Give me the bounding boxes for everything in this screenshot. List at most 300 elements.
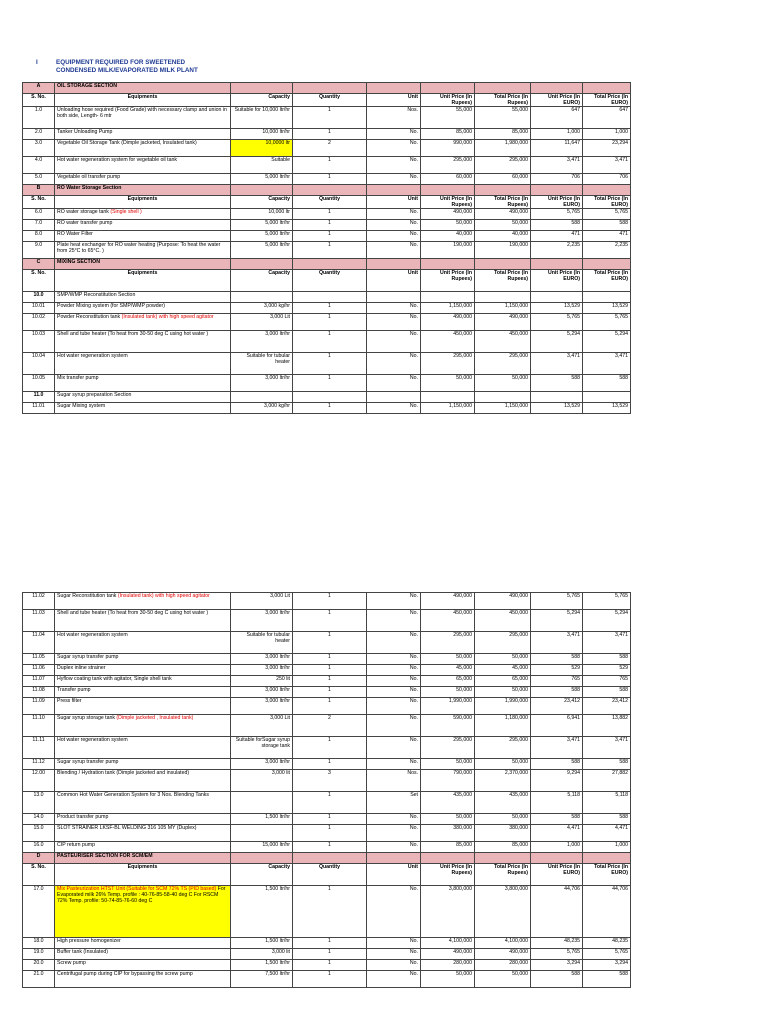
item-capacity: 3,000 ltr/hr: [231, 610, 293, 632]
item-unit-price-euro: 588: [531, 654, 583, 665]
item-unit-price-euro: 5,765: [531, 314, 583, 331]
table-row: [23, 107, 631, 129]
table-row: [23, 770, 631, 792]
col-header-unit-price-rupees: Unit Price (In Rupees): [421, 864, 475, 886]
item-equipment: [55, 814, 231, 825]
table-row: [23, 676, 631, 687]
item-equipment: [55, 157, 231, 174]
item-total-price-rupees: 295,000: [475, 157, 531, 174]
item-unit-price-euro: 765: [531, 676, 583, 687]
subsection-row: [23, 392, 631, 403]
item-equipment: [55, 140, 231, 157]
item-quantity: 1: [293, 825, 367, 842]
item-total-price-euro: 5,765: [583, 209, 631, 220]
item-total-price-euro: 706: [583, 174, 631, 185]
section-blank-cell: [367, 185, 421, 196]
item-total-price-rupees: 40,000: [475, 231, 531, 242]
item-unit-price-rupees: 1,150,000: [421, 403, 475, 414]
item-unit-price-euro: 44,706: [531, 886, 583, 938]
col-header-unit-price-rupees: Unit Price (In Rupees): [421, 94, 475, 107]
equipment-text: RO Water Filter: [57, 231, 93, 237]
item-total-price-euro: 27,882: [583, 770, 631, 792]
equipment-text: Plate heat exchanger for RO water heating (Purpose: To heat the water from 25°C to 65°C. ): [57, 242, 221, 254]
item-total-price-euro: 3,294: [583, 960, 631, 971]
equipment-note-red: (Insulated tank) with high speed agitator: [121, 314, 214, 320]
item-number: 6.0: [23, 209, 55, 220]
item-unit-price-rupees: 1,990,000: [421, 698, 475, 715]
item-capacity: 3,000 ltr/hr: [231, 375, 293, 392]
item-quantity: 1: [293, 242, 367, 259]
item-total-price-rupees: 50,000: [475, 814, 531, 825]
subsection-blank-cell: [293, 292, 367, 303]
equipment-text: Powder Mixing system (for SMP/WMP powder): [57, 303, 166, 309]
item-total-price-rupees: 85,000: [475, 129, 531, 140]
subsection-blank-cell: [531, 392, 583, 403]
item-unit-price-euro: 588: [531, 687, 583, 698]
item-total-price-euro: 588: [583, 654, 631, 665]
item-unit-price-rupees: 490,000: [421, 593, 475, 610]
item-total-price-euro: 529: [583, 665, 631, 676]
equipment-text: High pressure homogenizer: [57, 938, 121, 944]
item-quantity: 1: [293, 593, 367, 610]
item-quantity: 1: [293, 960, 367, 971]
item-unit-price-euro: 588: [531, 375, 583, 392]
item-equipment: [55, 220, 231, 231]
item-total-price-rupees: 1,180,000: [475, 715, 531, 737]
col-header-unit: Unit: [367, 864, 421, 886]
col-header-equipments: Equipments: [55, 94, 231, 107]
item-total-price-euro: 3,471: [583, 737, 631, 759]
equipment-text: Blending / Hydration tank (Dimple jacketed and insulated): [57, 770, 190, 776]
section-blank-cell: [583, 185, 631, 196]
item-quantity: 2: [293, 140, 367, 157]
item-total-price-euro: 44,706: [583, 886, 631, 938]
item-number: 3.0: [23, 140, 55, 157]
table-row: [23, 971, 631, 988]
section-blank-cell: [583, 83, 631, 94]
item-unit: No.: [367, 231, 421, 242]
item-total-price-euro: 5,294: [583, 331, 631, 353]
subsection-blank-cell: [293, 392, 367, 403]
item-capacity: 5,000 ltr/hr: [231, 242, 293, 259]
item-total-price-euro: 5,765: [583, 593, 631, 610]
table-row: [23, 174, 631, 185]
item-quantity: 1: [293, 949, 367, 960]
col-header-unit: Unit: [367, 270, 421, 292]
item-unit-price-rupees: 435,000: [421, 792, 475, 814]
col-header-total-price-euro: Total Price (In EURO): [583, 864, 631, 886]
item-total-price-rupees: 190,000: [475, 242, 531, 259]
equipment-note-red: Mix Pasteurization HTST Unit (Suitable for SCM 72% TS (PID based): [57, 886, 217, 892]
subsection-blank-cell: [421, 292, 475, 303]
item-unit: No.: [367, 759, 421, 770]
item-total-price-euro: 471: [583, 231, 631, 242]
item-unit: No.: [367, 632, 421, 654]
item-unit: No.: [367, 129, 421, 140]
col-header-unit: Unit: [367, 196, 421, 209]
item-total-price-rupees: 85,000: [475, 842, 531, 853]
col-header-unit-price-rupees: Unit Price (In Rupees): [421, 196, 475, 209]
subsection-blank-cell: [583, 292, 631, 303]
item-unit-price-rupees: 450,000: [421, 331, 475, 353]
equipment-text: Centrifugal pump during CIP for bypassing the screw pump: [57, 971, 193, 977]
equipment-text: Unloading hose required (Food Grade) with necessary clamp and union in both side, Length- 6 mtr: [57, 107, 227, 119]
item-unit-price-euro: 1,000: [531, 129, 583, 140]
item-unit-price-rupees: 50,000: [421, 814, 475, 825]
item-unit-price-euro: 3,471: [531, 157, 583, 174]
item-unit-price-rupees: 295,000: [421, 157, 475, 174]
section-blank-cell: [293, 83, 367, 94]
item-unit: No.: [367, 886, 421, 938]
item-capacity: 3,000 ltr/hr: [231, 687, 293, 698]
item-unit: Nos.: [367, 770, 421, 792]
col-header-total-price-rupees: Total Price (In Rupees): [475, 94, 531, 107]
item-total-price-euro: 5,294: [583, 610, 631, 632]
item-equipment: [55, 665, 231, 676]
item-quantity: 1: [293, 610, 367, 632]
subsection-blank-cell: [231, 392, 293, 403]
item-unit-price-euro: 48,235: [531, 938, 583, 949]
item-number: 11.03: [23, 610, 55, 632]
equipment-text: Powder Reconstitution tank: [57, 314, 121, 320]
item-quantity: 1: [293, 107, 367, 129]
item-unit-price-rupees: 50,000: [421, 687, 475, 698]
item-unit: No.: [367, 687, 421, 698]
item-quantity: 1: [293, 375, 367, 392]
item-quantity: 1: [293, 129, 367, 140]
subsection-blank-cell: [421, 392, 475, 403]
item-total-price-rupees: 60,000: [475, 174, 531, 185]
item-equipment: [55, 314, 231, 331]
col-header-quantity: Quantity: [293, 864, 367, 886]
item-unit: No.: [367, 157, 421, 174]
col-header-sno: S. No.: [23, 270, 55, 292]
equipment-table-part-1: [22, 82, 631, 414]
item-unit: No.: [367, 331, 421, 353]
item-number: 10.02: [23, 314, 55, 331]
item-quantity: 1: [293, 632, 367, 654]
item-unit-price-rupees: 50,000: [421, 654, 475, 665]
equipment-text: SLOT STRAINER LKSF-BL WELDING 316 105 MY (Duplex): [57, 825, 197, 831]
item-number: 10.01: [23, 303, 55, 314]
table-row: [23, 593, 631, 610]
item-unit-price-euro: 5,765: [531, 593, 583, 610]
item-unit: No.: [367, 209, 421, 220]
section-blank-cell: [367, 83, 421, 94]
item-total-price-euro: 588: [583, 687, 631, 698]
item-unit-price-rupees: 50,000: [421, 971, 475, 988]
item-capacity: 10,000 ltr/hr: [231, 129, 293, 140]
item-equipment: [55, 960, 231, 971]
table-row: [23, 303, 631, 314]
item-number: 5.0: [23, 174, 55, 185]
equipment-text: Sugar syrup storage tank: [57, 715, 115, 721]
item-total-price-rupees: 490,000: [475, 314, 531, 331]
equipment-text: Sugar syrup transfer pump: [57, 759, 119, 765]
table-row: [23, 403, 631, 414]
column-header-row: [23, 864, 631, 886]
item-total-price-rupees: 490,000: [475, 949, 531, 960]
subsection-blank-cell: [231, 292, 293, 303]
item-equipment: [55, 938, 231, 949]
item-unit-price-euro: 6,941: [531, 715, 583, 737]
equipment-text: Vegetable oil transfer pump: [57, 174, 121, 180]
item-unit: No.: [367, 220, 421, 231]
table-row: [23, 157, 631, 174]
table-row: [23, 140, 631, 157]
item-number: 8.0: [23, 231, 55, 242]
item-total-price-euro: 23,412: [583, 698, 631, 715]
col-header-unit-price-euro: Unit Price (In EURO): [531, 94, 583, 107]
item-capacity: 3,000 ltr/hr: [231, 759, 293, 770]
table-row: [23, 375, 631, 392]
item-capacity: 10,000 ltr: [231, 209, 293, 220]
item-unit-price-rupees: 790,000: [421, 770, 475, 792]
item-equipment: [55, 403, 231, 414]
item-total-price-euro: 3,471: [583, 353, 631, 375]
item-total-price-rupees: 435,000: [475, 792, 531, 814]
item-number: 11.07: [23, 676, 55, 687]
equipment-text: Hot water regeneration system: [57, 737, 128, 743]
item-total-price-rupees: 1,990,000: [475, 698, 531, 715]
item-quantity: 1: [293, 842, 367, 853]
item-unit: Nos.: [367, 107, 421, 129]
item-total-price-euro: 48,235: [583, 938, 631, 949]
item-unit: No.: [367, 174, 421, 185]
item-unit-price-euro: 588: [531, 814, 583, 825]
item-capacity: 15,000 ltr/hr: [231, 842, 293, 853]
section-blank-cell: [475, 853, 531, 864]
equipment-text: Hot water regeneration system: [57, 632, 128, 638]
section-blank-cell: [531, 83, 583, 94]
item-unit-price-rupees: 190,000: [421, 242, 475, 259]
item-total-price-rupees: 280,000: [475, 960, 531, 971]
col-header-equipments: Equipments: [55, 864, 231, 886]
item-total-price-rupees: 2,370,000: [475, 770, 531, 792]
table-row: [23, 353, 631, 375]
col-header-equipments: Equipments: [55, 270, 231, 292]
item-capacity: 1,500 ltr/hr: [231, 938, 293, 949]
item-capacity: 250 lit: [231, 676, 293, 687]
table-row: [23, 220, 631, 231]
item-capacity: Suitable for tubular heater: [231, 632, 293, 654]
item-total-price-rupees: 4,100,000: [475, 938, 531, 949]
section-blank-cell: [583, 853, 631, 864]
item-capacity: 3,000 ltr/hr: [231, 665, 293, 676]
item-capacity: 3,000 lit: [231, 770, 293, 792]
item-unit-price-rupees: 55,000: [421, 107, 475, 129]
item-unit-price-euro: 5,118: [531, 792, 583, 814]
item-capacity: Suitable forSugar syrup storage tank: [231, 737, 293, 759]
item-unit: No.: [367, 654, 421, 665]
item-capacity: 7,500 ltr/hr: [231, 971, 293, 988]
equipment-note-red: (Insulated tank) with high speed agitator: [117, 593, 210, 599]
item-total-price-euro: 765: [583, 676, 631, 687]
item-unit-price-euro: 3,471: [531, 353, 583, 375]
equipment-text: Hyflow coating tank with agitator, Single shell tank: [57, 676, 172, 682]
item-quantity: 1: [293, 971, 367, 988]
item-unit-price-rupees: 490,000: [421, 949, 475, 960]
table-row: [23, 886, 631, 938]
item-unit-price-rupees: 50,000: [421, 759, 475, 770]
item-total-price-rupees: 50,000: [475, 687, 531, 698]
item-total-price-euro: 588: [583, 220, 631, 231]
equipment-text: For Evaporated milk 26% Temp. profile : 40-76-85-58-40 deg C For RSCM 72% Temp. profile: 50-74-85-76-60 deg C: [57, 886, 226, 904]
item-number: 10.04: [23, 353, 55, 375]
equipment-text: Screw pump: [57, 960, 86, 966]
table-row: [23, 654, 631, 665]
subsection-title: SMP/WMP Reconstitution Section: [55, 292, 231, 303]
equipment-note-red: (Single shell ): [110, 209, 142, 215]
table-row: [23, 715, 631, 737]
item-unit-price-rupees: 590,000: [421, 715, 475, 737]
item-total-price-rupees: 1,150,000: [475, 303, 531, 314]
item-number: 11.04: [23, 632, 55, 654]
item-unit-price-rupees: 295,000: [421, 632, 475, 654]
item-quantity: 1: [293, 209, 367, 220]
column-header-row: [23, 196, 631, 209]
item-total-price-rupees: 1,980,000: [475, 140, 531, 157]
item-total-price-rupees: 490,000: [475, 593, 531, 610]
item-unit-price-euro: 529: [531, 665, 583, 676]
col-header-unit: Unit: [367, 94, 421, 107]
item-unit-price-rupees: 490,000: [421, 209, 475, 220]
item-total-price-rupees: 450,000: [475, 331, 531, 353]
item-number: 2.0: [23, 129, 55, 140]
item-number: 20.0: [23, 960, 55, 971]
item-quantity: 1: [293, 331, 367, 353]
item-total-price-rupees: 295,000: [475, 632, 531, 654]
item-number: 19.0: [23, 949, 55, 960]
item-quantity: 1: [293, 814, 367, 825]
item-number: 11.01: [23, 403, 55, 414]
col-header-quantity: Quantity: [293, 94, 367, 107]
item-capacity: 1,500 ltr/hr: [231, 886, 293, 938]
equipment-text: Product transfer pump: [57, 814, 109, 820]
item-unit-price-rupees: 65,000: [421, 676, 475, 687]
item-equipment: [55, 737, 231, 759]
section-header-row: [23, 853, 631, 864]
col-header-total-price-rupees: Total Price (In Rupees): [475, 270, 531, 292]
item-total-price-euro: 5,765: [583, 949, 631, 960]
item-unit-price-rupees: 50,000: [421, 220, 475, 231]
section-header-row: [23, 259, 631, 270]
item-quantity: 1: [293, 654, 367, 665]
title-line-2: CONDENSED MILK/EVAPORATED MILK PLANT: [56, 67, 198, 74]
item-equipment: [55, 107, 231, 129]
equipment-text: RO water storage tank: [57, 209, 109, 215]
equipment-text: Press filter: [57, 698, 82, 704]
item-quantity: 1: [293, 665, 367, 676]
col-header-total-price-euro: Total Price (In EURO): [583, 94, 631, 107]
item-capacity: 5,000 ltr/hr: [231, 174, 293, 185]
subsection-blank-cell: [475, 392, 531, 403]
item-number: 10.05: [23, 375, 55, 392]
section-blank-cell: [421, 853, 475, 864]
column-header-row: [23, 270, 631, 292]
item-total-price-rupees: 1,150,000: [475, 403, 531, 414]
item-total-price-rupees: 295,000: [475, 353, 531, 375]
equipment-note-red: (Dimple jacketed , Insulated tank): [116, 715, 194, 721]
item-number: 21.0: [23, 971, 55, 988]
item-equipment: [55, 242, 231, 259]
item-unit: No.: [367, 715, 421, 737]
item-number: 13.0: [23, 792, 55, 814]
section-blank-cell: [293, 853, 367, 864]
item-unit: No.: [367, 665, 421, 676]
section-blank-cell: [475, 83, 531, 94]
equipment-table-part-2: [22, 592, 631, 988]
equipment-text: Vegetable Oil Storage Tank (Dimple jacketed, Insulated tank): [57, 140, 197, 146]
section-blank-cell: [231, 259, 293, 270]
item-number: 7.0: [23, 220, 55, 231]
col-header-quantity: Quantity: [293, 270, 367, 292]
item-quantity: 1: [293, 938, 367, 949]
item-unit-price-rupees: 1,150,000: [421, 303, 475, 314]
section-blank-cell: [531, 853, 583, 864]
item-number: 11.02: [23, 593, 55, 610]
item-unit-price-rupees: 40,000: [421, 231, 475, 242]
item-equipment: [55, 331, 231, 353]
table-row: [23, 814, 631, 825]
item-capacity: 10,0000 ltr: [231, 140, 293, 157]
col-header-sno: S. No.: [23, 864, 55, 886]
section-blank-cell: [231, 185, 293, 196]
item-capacity: 3,000 lit: [231, 949, 293, 960]
item-unit: Set: [367, 792, 421, 814]
item-total-price-euro: 1,000: [583, 842, 631, 853]
item-unit-price-euro: 2,235: [531, 242, 583, 259]
col-header-capacity: Capacity: [231, 270, 293, 292]
section-title: OIL STORAGE SECTION: [55, 83, 231, 94]
equipment-text: Mix transfer pump: [57, 375, 99, 381]
item-unit-price-rupees: 280,000: [421, 960, 475, 971]
item-capacity: Suitable for 10,000 ltr/hr: [231, 107, 293, 129]
item-unit-price-rupees: 85,000: [421, 129, 475, 140]
item-total-price-rupees: 295,000: [475, 737, 531, 759]
subsection-blank-cell: [367, 392, 421, 403]
item-unit-price-euro: 588: [531, 759, 583, 770]
col-header-total-price-rupees: Total Price (In Rupees): [475, 864, 531, 886]
item-number: 1.0: [23, 107, 55, 129]
item-equipment: [55, 593, 231, 610]
table-row: [23, 842, 631, 853]
col-header-equipments: Equipments: [55, 196, 231, 209]
item-total-price-euro: 588: [583, 759, 631, 770]
equipment-text: Common Hot Water Generation System for 3 Nos. Blending Tanks: [57, 792, 209, 798]
item-total-price-rupees: 450,000: [475, 610, 531, 632]
section-blank-cell: [293, 185, 367, 196]
table-row: [23, 209, 631, 220]
item-quantity: 2: [293, 715, 367, 737]
section-blank-cell: [367, 853, 421, 864]
col-header-sno: S. No.: [23, 94, 55, 107]
item-capacity: 3,000 Lit: [231, 715, 293, 737]
item-unit-price-euro: 11,647: [531, 140, 583, 157]
item-quantity: 3: [293, 770, 367, 792]
subsection-blank-cell: [367, 292, 421, 303]
item-unit-price-rupees: 4,100,000: [421, 938, 475, 949]
item-capacity: 5,000 ltr/hr: [231, 231, 293, 242]
item-equipment: [55, 353, 231, 375]
item-equipment: [55, 654, 231, 665]
item-unit: No.: [367, 814, 421, 825]
item-unit: No.: [367, 971, 421, 988]
item-quantity: 1: [293, 886, 367, 938]
section-blank-cell: [421, 259, 475, 270]
section-letter: A: [23, 83, 55, 94]
item-unit-price-rupees: 50,000: [421, 375, 475, 392]
